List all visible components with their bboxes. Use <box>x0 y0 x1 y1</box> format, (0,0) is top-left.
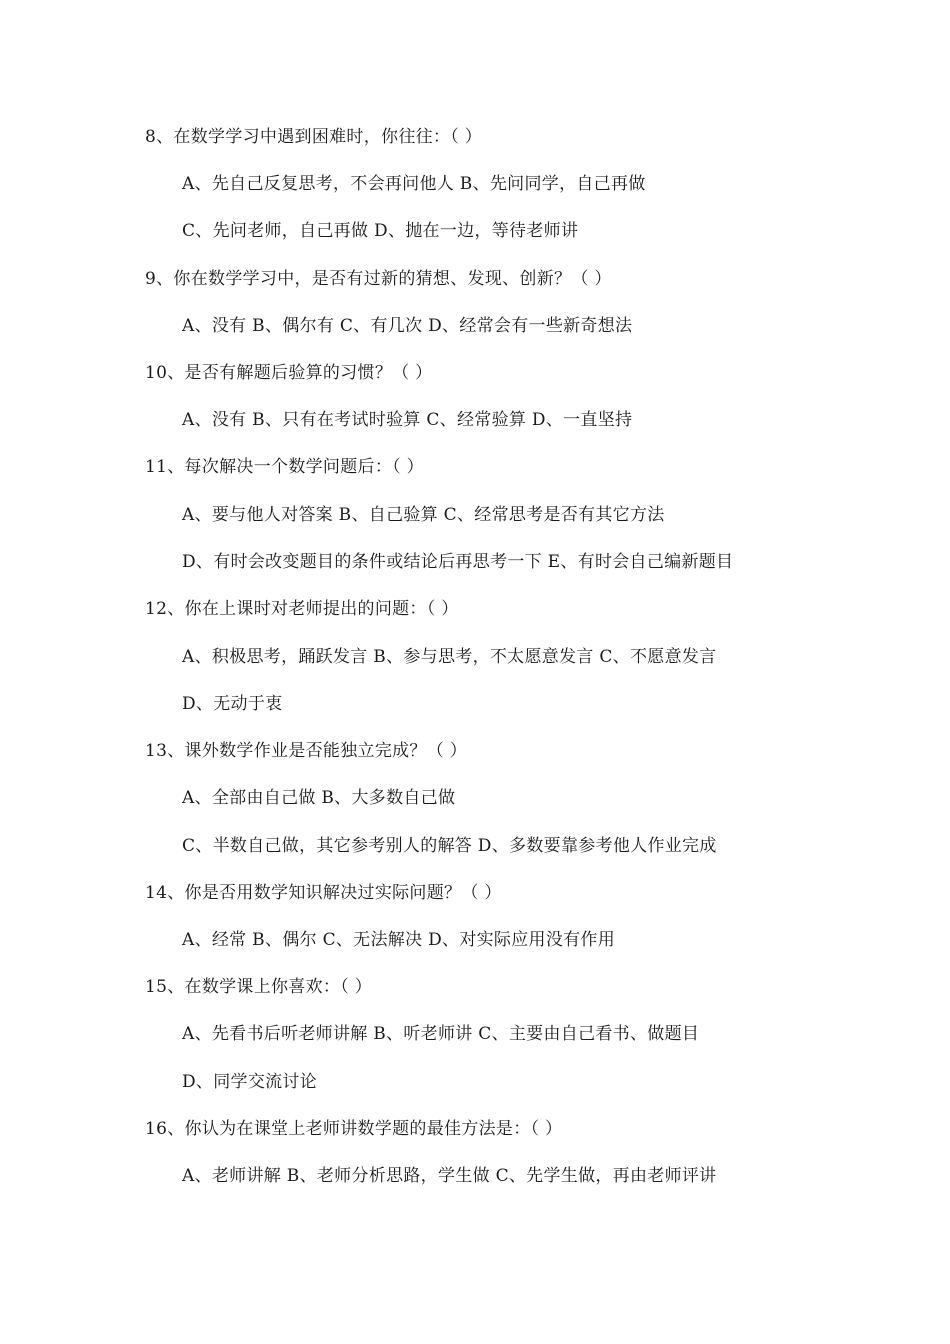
question-10-options-line-1: A、没有 B、只有在考试时验算 C、经常验算 D、一直坚持 <box>182 410 633 430</box>
question-11: 11、每次解决一个数学问题后：（ ） <box>145 457 424 477</box>
question-10: 10、是否有解题后验算的习惯？（ ） <box>145 363 433 383</box>
question-11-options-line-1: A、要与他人对答案 B、自己验算 C、经常思考是否有其它方法 <box>182 505 665 525</box>
question-8-options-line-2: C、先问老师，自己再做 D、抛在一边，等待老师讲 <box>182 221 579 241</box>
question-15-options-line-2: D、同学交流讨论 <box>182 1072 318 1092</box>
question-8-options-line-1: A、先自己反复思考，不会再问他人 B、先问同学，自己再做 <box>182 174 646 194</box>
question-9: 9、你在数学学习中，是否有过新的猜想、发现、创新？（ ） <box>145 269 612 289</box>
question-8: 8、在数学学习中遇到困难时，你往往：（ ） <box>145 127 483 147</box>
question-13-options-line-1: A、全部由自己做 B、大多数自己做 <box>182 788 456 808</box>
question-12: 12、你在上课时对老师提出的问题：（ ） <box>145 599 459 619</box>
question-16: 16、你认为在课堂上老师讲数学题的最佳方法是：（ ） <box>145 1119 563 1139</box>
question-16-options-line-1: A、老师讲解 B、老师分析思路，学生做 C、先学生做，再由老师评讲 <box>182 1166 717 1186</box>
question-12-options-line-2: D、无动于衷 <box>182 694 283 714</box>
question-14-options-line-1: A、经常 B、偶尔 C、无法解决 D、对实际应用没有作用 <box>182 930 616 950</box>
question-13: 13、课外数学作业是否能独立完成？（ ） <box>145 741 468 761</box>
question-11-options-line-2: D、有时会改变题目的条件或结论后再思考一下 E、有时会自己编新题目 <box>182 552 734 572</box>
question-13-options-line-2: C、半数自己做，其它参考别人的解答 D、多数要靠参考他人作业完成 <box>182 836 717 856</box>
question-9-options-line-1: A、没有 B、偶尔有 C、有几次 D、经常会有一些新奇想法 <box>182 316 633 336</box>
question-15: 15、在数学课上你喜欢：（ ） <box>145 977 373 997</box>
question-15-options-line-1: A、先看书后听老师讲解 B、听老师讲 C、主要由自己看书、做题目 <box>182 1024 700 1044</box>
question-12-options-line-1: A、积极思考，踊跃发言 B、参与思考，不太愿意发言 C、不愿意发言 <box>182 647 717 667</box>
question-14: 14、你是否用数学知识解决过实际问题？（ ） <box>145 883 502 903</box>
